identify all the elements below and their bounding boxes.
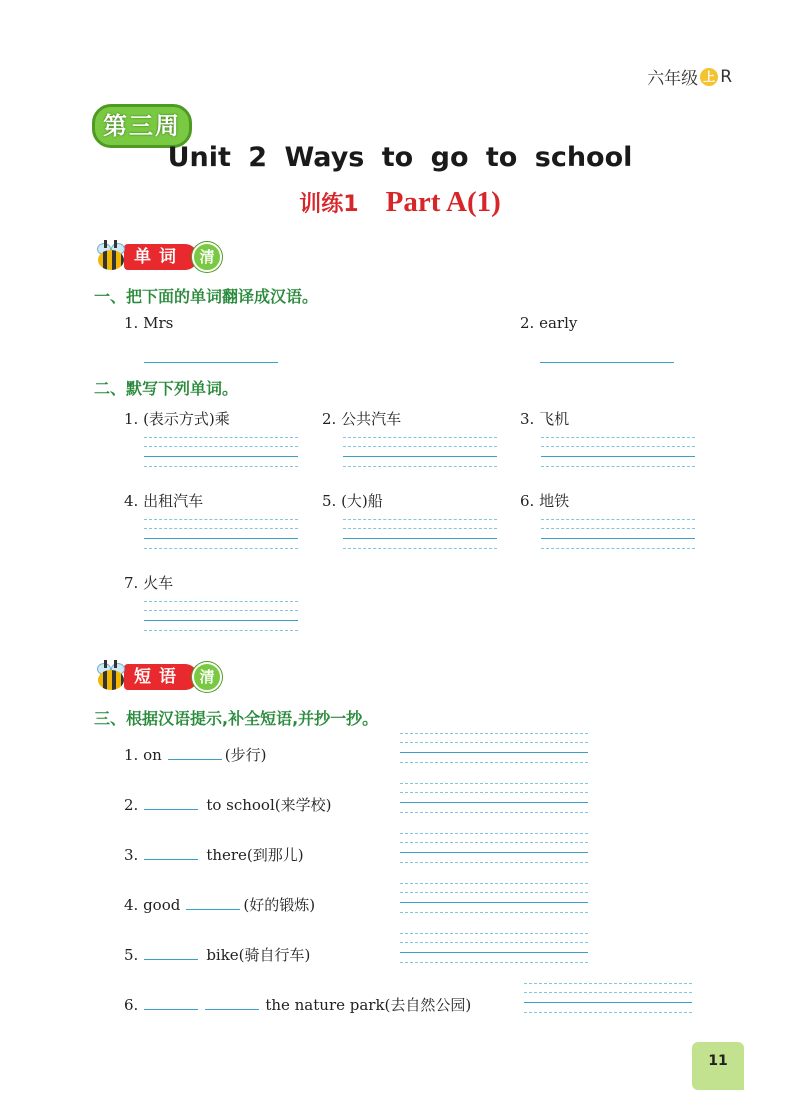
words-banner-label: 单词 <box>124 244 198 270</box>
s2-item-7: 7. 火车 <box>124 574 174 592</box>
s2-writing-lines-1[interactable] <box>144 437 298 467</box>
phrases-banner-label: 短语 <box>124 664 198 690</box>
words-banner-circle: 清 <box>192 242 222 272</box>
words-banner <box>94 240 222 274</box>
s3-item-6: 6. the nature park(去自然公园) <box>124 996 472 1014</box>
s2-item-6: 6. 地铁 <box>520 492 570 510</box>
training-label: 训练1 <box>299 192 359 217</box>
s1-item-1: 1. Mrs <box>124 314 174 332</box>
unit-title: Unit 2 Ways to go to school <box>167 142 633 173</box>
week-badge: 第三周 <box>92 104 192 148</box>
s2-writing-lines-3[interactable] <box>541 437 695 467</box>
s2-writing-lines-2[interactable] <box>343 437 497 467</box>
s3-item-1: 1. on (步行) <box>124 746 267 764</box>
grade-up-badge: 上 <box>700 68 718 86</box>
s3-item-2: 2. to school(来学校) <box>124 796 332 814</box>
s3-blank-5[interactable] <box>144 945 198 960</box>
s2-item-1: 1. (表示方式)乘 <box>124 410 230 428</box>
grade-suffix: R <box>720 66 732 87</box>
s3-copy-lines-6[interactable] <box>524 983 692 1013</box>
s2-writing-lines-5[interactable] <box>343 519 497 549</box>
training-title <box>0 186 800 219</box>
s3-blank-6a[interactable] <box>144 995 198 1010</box>
s3-blank-4[interactable] <box>186 895 240 910</box>
s3-blank-1[interactable] <box>168 745 222 760</box>
s1-answer-line-2[interactable] <box>540 362 674 363</box>
s3-blank-6b[interactable] <box>205 995 259 1010</box>
training-part: Part A(1) <box>385 186 501 218</box>
grade-prefix: 六年级 <box>647 69 699 89</box>
section2-title: 二、默写下列单词。 <box>94 379 239 398</box>
s2-item-2: 2. 公共汽车 <box>322 410 402 428</box>
s3-blank-2[interactable] <box>144 795 198 810</box>
s3-blank-3[interactable] <box>144 845 198 860</box>
s2-item-3: 3. 飞机 <box>520 410 570 428</box>
s3-copy-lines-2[interactable] <box>400 783 588 813</box>
phrases-banner-circle: 清 <box>192 662 222 692</box>
s3-item-5: 5. bike(骑自行车) <box>124 946 311 964</box>
s3-copy-lines-3[interactable] <box>400 833 588 863</box>
s2-writing-lines-7[interactable] <box>144 601 298 631</box>
page-number: 11 <box>692 1042 744 1090</box>
s1-answer-line-1[interactable] <box>144 362 278 363</box>
s2-writing-lines-6[interactable] <box>541 519 695 549</box>
s2-item-5: 5. (大)船 <box>322 492 383 510</box>
s1-item-2: 2. early <box>520 314 578 332</box>
s2-item-4: 4. 出租汽车 <box>124 492 204 510</box>
grade-label <box>647 64 732 89</box>
s3-copy-lines-4[interactable] <box>400 883 588 913</box>
s2-writing-lines-4[interactable] <box>144 519 298 549</box>
section1-title: 一、把下面的单词翻译成汉语。 <box>94 287 319 306</box>
s3-item-4: 4. good (好的锻炼) <box>124 896 316 914</box>
s3-copy-lines-5[interactable] <box>400 933 588 963</box>
s3-item-3: 3. there(到那儿) <box>124 846 304 864</box>
bee-icon <box>94 660 128 694</box>
section3-title: 三、根据汉语提示,补全短语,并抄一抄。 <box>94 709 379 728</box>
phrases-banner <box>94 660 222 694</box>
bee-icon <box>94 240 128 274</box>
s3-copy-lines-1[interactable] <box>400 733 588 763</box>
